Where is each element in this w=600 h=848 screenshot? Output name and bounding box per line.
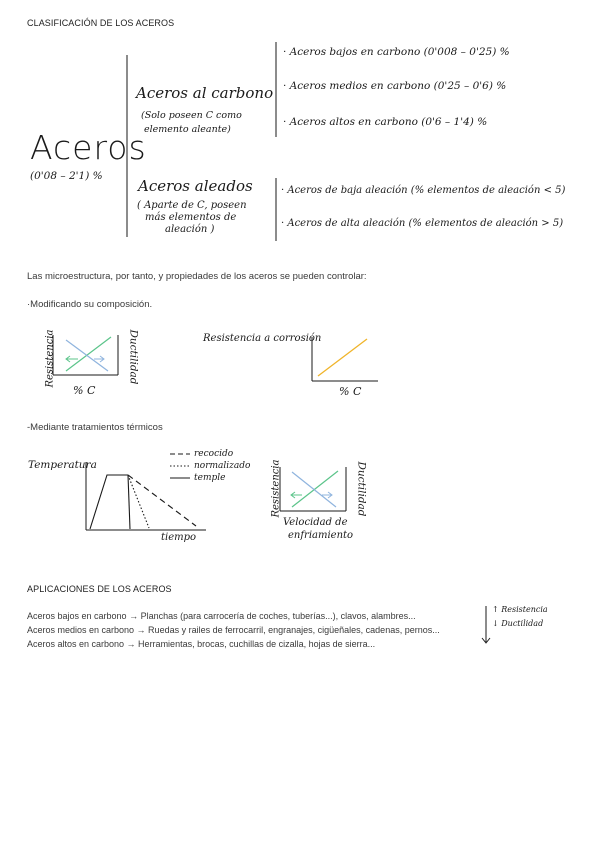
aleados-label: Aceros aleados: [138, 177, 253, 195]
graph1-y-right-label: Ductilidad: [127, 329, 140, 385]
graph1-x-label: % C: [73, 384, 96, 397]
section-title-aplicaciones: APLICACIONES DE LOS ACEROS: [27, 584, 172, 594]
graph4-x-label-line1: Velocidad de: [283, 517, 348, 528]
graph2-y-label: Resistencia a corrosión: [203, 333, 322, 344]
aleados-item-baja: · Aceros de baja aleación (% elementos de aleación < 5): [281, 185, 566, 196]
graph3-legend-recocido: recocido: [194, 449, 234, 459]
graph3-x-label: tiempo: [161, 532, 197, 543]
aleados-note-line2: más elementos de: [145, 212, 237, 223]
graph4-x-label-line2: enfriamiento: [288, 530, 354, 541]
aleados-note-line3: aleación ): [165, 224, 215, 235]
graph4-y-right-label: Ductilidad: [355, 461, 368, 517]
aplicacion-row-medios: Aceros medios en carbono → Ruedas y railes de ferrocarril, engranajes, cigüeñales, cadenas, pernos...: [27, 625, 440, 635]
carbono-item-bajos: · Aceros bajos en carbono (0'008 – 0'25) %: [283, 46, 510, 58]
aplicaciones-ductilidad-down: ↓ Ductilidad: [492, 619, 544, 628]
graph1-y-left-label: Resistencia: [44, 329, 56, 388]
carbono-item-medios: · Aceros medios en carbono (0'25 – 0'6) %: [283, 80, 507, 92]
aleados-note-line1: ( Aparte de C, poseen: [137, 200, 247, 211]
graph3-y-label: Temperatura: [28, 459, 97, 471]
aplicacion-row-altos: Aceros altos en carbono → Herramientas, brocas, cuchillas de cizalla, hojas de sierra...: [27, 639, 376, 649]
aceros-main-range: (0'08 – 2'1) %: [30, 170, 103, 182]
aplicaciones-resistencia-up: ↑ Resistencia: [492, 605, 548, 614]
graph3-legend-normalizado: normalizado: [194, 461, 251, 471]
aplicacion-row-bajos: Aceros bajos en carbono → Planchas (para carrocería de coches, tuberías...), clavos, alambres...: [27, 611, 416, 621]
aceros-main-label: Aceros: [30, 128, 147, 167]
graph2-x-label: % C: [339, 385, 362, 398]
carbono-note-line1: (Solo poseen C como: [141, 110, 242, 121]
carbono-note-line2: elemento aleante): [144, 124, 231, 135]
tratamientos-label: -Mediante tratamientos térmicos: [27, 422, 163, 433]
section-title-clasificacion: CLASIFICACIÓN DE LOS ACEROS: [27, 18, 175, 28]
composicion-label: ·Modificando su composición.: [27, 299, 153, 310]
graph4-y-left-label: Resistencia: [270, 459, 282, 518]
microestructura-intro: Las microestructura, por tanto, y propiedades de los aceros se pueden controlar:: [27, 271, 367, 282]
carbono-item-altos: · Aceros altos en carbono (0'6 – 1'4) %: [283, 116, 488, 128]
aleados-item-alta: · Aceros de alta aleación (% elementos de aleación > 5): [281, 218, 564, 229]
graph3-legend-temple: temple: [194, 473, 226, 483]
carbono-label: Aceros al carbono: [136, 84, 274, 102]
